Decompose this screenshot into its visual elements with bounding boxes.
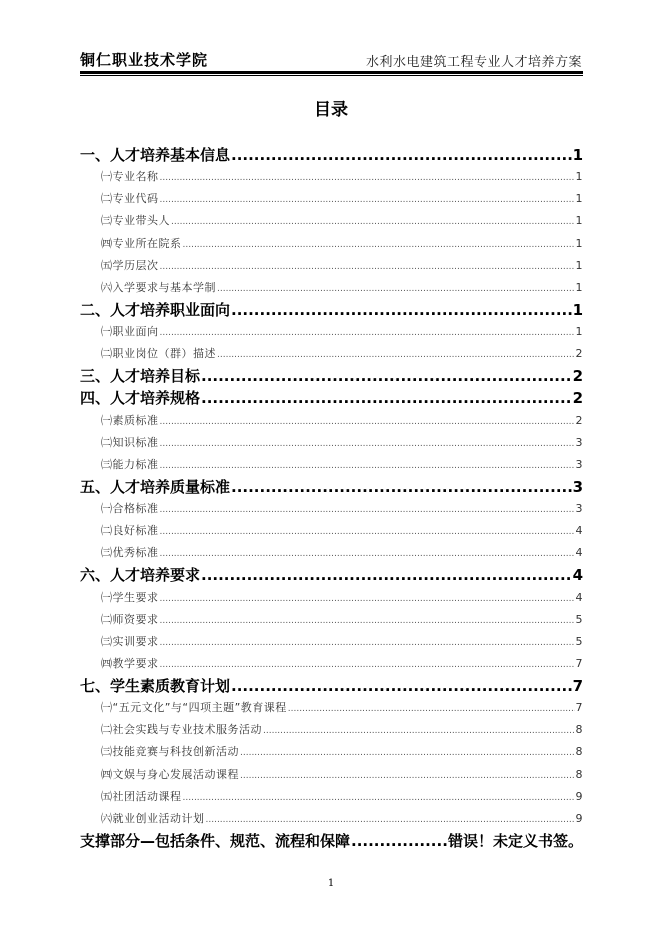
toc-entry-text: ㈡良好标准 xyxy=(101,524,159,538)
toc-entry-text: ㈡专业代码 xyxy=(101,192,159,206)
toc-entry-page: 3 xyxy=(575,502,583,515)
dot-leader xyxy=(160,166,575,188)
dot-leader xyxy=(160,454,575,476)
dot-leader xyxy=(160,498,575,520)
dot-leader xyxy=(171,210,575,232)
toc-entry-section[interactable] xyxy=(80,520,583,542)
toc-entry-page: 1 xyxy=(575,280,583,294)
toc-entry-text: ㈡知识标准 xyxy=(101,435,159,449)
toc-entry-text: ㈣专业所在院系 xyxy=(101,236,182,250)
toc-entry-page: 7 xyxy=(575,701,583,715)
toc-entry-section[interactable] xyxy=(80,210,583,232)
toc-entry-page: 9 xyxy=(575,811,583,825)
dot-leader xyxy=(160,432,575,454)
dot-leader xyxy=(160,631,575,653)
toc-entry-page: 4 xyxy=(575,546,583,560)
toc-entry-section[interactable] xyxy=(80,653,583,675)
toc-entry-text: 三、人才培养目标 xyxy=(80,367,201,386)
dot-leader xyxy=(201,387,572,409)
dot-leader xyxy=(160,410,575,432)
dot-leader xyxy=(240,741,575,763)
toc-entry-page: 7 xyxy=(575,656,583,670)
toc-entry-section[interactable] xyxy=(80,498,583,520)
toc-entry-chapter[interactable] xyxy=(80,144,583,166)
header-rule-thick xyxy=(80,71,583,74)
toc-entry-page: 1 xyxy=(575,258,583,272)
dot-leader xyxy=(160,321,575,343)
toc-entry-page: 2 xyxy=(572,389,583,408)
toc-entry-page: 2 xyxy=(575,413,583,427)
toc-entry-page: 错误！未定义书签。 xyxy=(447,831,583,850)
toc-entry-chapter[interactable] xyxy=(80,387,583,409)
toc-entry-page: 3 xyxy=(572,477,583,496)
dot-leader xyxy=(160,188,575,210)
toc-entry-text: ㈥入学要求与基本学制 xyxy=(101,280,216,294)
toc-entry-text: ㈠职业面向 xyxy=(101,325,159,338)
toc-entry-page: 1 xyxy=(572,146,583,164)
toc-entry-section[interactable] xyxy=(80,587,583,609)
toc-entry-text: ㈡职业岗位（群）描述 xyxy=(101,347,216,361)
toc-entry-text: ㈣教学要求 xyxy=(101,656,159,670)
toc-entry-page: 5 xyxy=(575,612,583,626)
toc-entry-page: 9 xyxy=(575,789,583,803)
toc-entry-page: 4 xyxy=(575,524,583,538)
toc-entry-text: ㈢专业带头人 xyxy=(101,214,170,228)
dot-leader xyxy=(231,675,572,697)
dot-leader xyxy=(160,609,575,631)
toc-entry-page: 1 xyxy=(575,214,583,228)
toc-entry-section[interactable] xyxy=(80,741,583,763)
toc-entry-text: ㈥就业创业活动计划 xyxy=(101,811,205,825)
toc-entry-section[interactable] xyxy=(80,432,583,454)
toc-entry-page: 2 xyxy=(572,367,583,386)
dot-leader xyxy=(351,830,447,852)
toc-entry-section[interactable] xyxy=(80,410,583,432)
toc-entry-section[interactable] xyxy=(80,343,583,365)
toc-entry-section[interactable] xyxy=(80,631,583,653)
toc-entry-chapter[interactable] xyxy=(80,476,583,498)
dot-leader xyxy=(160,542,575,564)
toc-entry-text: 二、人才培养职业面向 xyxy=(80,300,231,319)
header-school-name: 铜仁职业技术学院 xyxy=(80,51,209,69)
dot-leader xyxy=(201,365,572,387)
toc-entry-text: ㈢实训要求 xyxy=(101,634,159,648)
toc-entry-text: 一、人才培养基本信息 xyxy=(80,146,231,164)
toc-entry-page: 4 xyxy=(572,566,583,585)
toc-title: 目录 xyxy=(314,100,348,120)
dot-leader xyxy=(263,719,575,741)
dot-leader xyxy=(183,786,575,808)
toc-entry-text: ㈤社团活动课程 xyxy=(101,789,182,803)
toc-entry-section[interactable] xyxy=(80,808,583,830)
toc-entry-section[interactable] xyxy=(80,233,583,255)
toc-entry-section[interactable] xyxy=(80,277,583,299)
toc-entry-section[interactable] xyxy=(80,764,583,786)
dot-leader xyxy=(217,343,575,365)
toc-entry-section[interactable] xyxy=(80,719,583,741)
toc-entry-page: 4 xyxy=(575,590,583,604)
toc-entry-section[interactable] xyxy=(80,454,583,476)
toc-entry-section[interactable] xyxy=(80,609,583,631)
toc-entry-page: 3 xyxy=(575,457,583,471)
toc-entry-text: 五、人才培养质量标准 xyxy=(80,477,231,496)
toc-entry-section[interactable] xyxy=(80,188,583,210)
toc-entry-page: 5 xyxy=(575,634,583,648)
toc-entry-text: 支撑部分—包括条件、规范、流程和保障 xyxy=(80,831,351,850)
toc-entry-text: ㈤学历层次 xyxy=(101,258,159,272)
toc-entry-text: ㈡师资要求 xyxy=(101,612,159,626)
toc-entry-text: ㈠专业名称 xyxy=(101,170,159,184)
toc-entry-page: 8 xyxy=(575,767,583,781)
toc-entry-text: 四、人才培养规格 xyxy=(80,389,201,408)
toc-entry-section[interactable] xyxy=(80,542,583,564)
dot-leader xyxy=(160,587,575,609)
toc-entry-section[interactable] xyxy=(80,697,583,719)
page-number: 1 xyxy=(327,878,335,889)
toc-entry-text: ㈠学生要求 xyxy=(101,590,159,604)
dot-leader xyxy=(183,233,575,255)
toc-entry-chapter[interactable] xyxy=(80,830,583,852)
toc-entry-text: ㈠素质标准 xyxy=(101,413,159,427)
toc-entry-text: ㈠合格标准 xyxy=(101,502,159,515)
toc-entry-text: ㈡社会实践与专业技术服务活动 xyxy=(101,723,262,737)
header-rule-thin xyxy=(80,75,583,76)
toc-entry-section[interactable] xyxy=(80,321,583,343)
toc-entry-text: 六、人才培养要求 xyxy=(80,566,201,585)
toc-entry-text: ㈣文娱与身心发展活动课程 xyxy=(101,767,239,781)
dot-leader xyxy=(217,277,575,299)
toc-entry-chapter[interactable] xyxy=(80,675,583,697)
toc-entry-page: 8 xyxy=(575,745,583,759)
table-of-contents xyxy=(80,144,583,852)
toc-entry-page: 1 xyxy=(575,170,583,184)
toc-entry-page: 2 xyxy=(575,347,583,361)
dot-leader xyxy=(160,255,575,277)
toc-entry-chapter[interactable] xyxy=(80,564,583,586)
dot-leader xyxy=(160,653,575,675)
dot-leader xyxy=(206,808,575,830)
toc-entry-page: 1 xyxy=(575,325,583,338)
toc-entry-page: 3 xyxy=(575,435,583,449)
toc-entry-text: ㈢能力标准 xyxy=(101,457,159,471)
dot-leader xyxy=(288,697,575,719)
toc-entry-chapter[interactable] xyxy=(80,365,583,387)
dot-leader xyxy=(240,764,575,786)
dot-leader xyxy=(160,520,575,542)
header-document-title: 水利水电建筑工程专业人才培养方案 xyxy=(365,55,582,70)
toc-entry-chapter[interactable] xyxy=(80,299,583,321)
toc-entry-text: ㈠“五元文化”与“四项主题”教育课程 xyxy=(101,701,287,715)
dot-leader xyxy=(231,476,572,498)
toc-entry-page: 1 xyxy=(575,236,583,250)
dot-leader xyxy=(231,144,572,166)
toc-entry-section[interactable] xyxy=(80,166,583,188)
toc-entry-section[interactable] xyxy=(80,255,583,277)
dot-leader xyxy=(231,299,572,321)
toc-entry-page: 7 xyxy=(572,677,583,695)
dot-leader xyxy=(201,564,572,586)
toc-entry-page: 1 xyxy=(575,192,583,206)
toc-entry-text: 七、学生素质教育计划 xyxy=(80,677,231,695)
toc-entry-page: 1 xyxy=(572,300,583,319)
toc-entry-text: ㈢技能竞赛与科技创新活动 xyxy=(101,745,239,759)
toc-entry-text: ㈢优秀标准 xyxy=(101,546,159,560)
toc-entry-section[interactable] xyxy=(80,786,583,808)
toc-entry-page: 8 xyxy=(575,723,583,737)
